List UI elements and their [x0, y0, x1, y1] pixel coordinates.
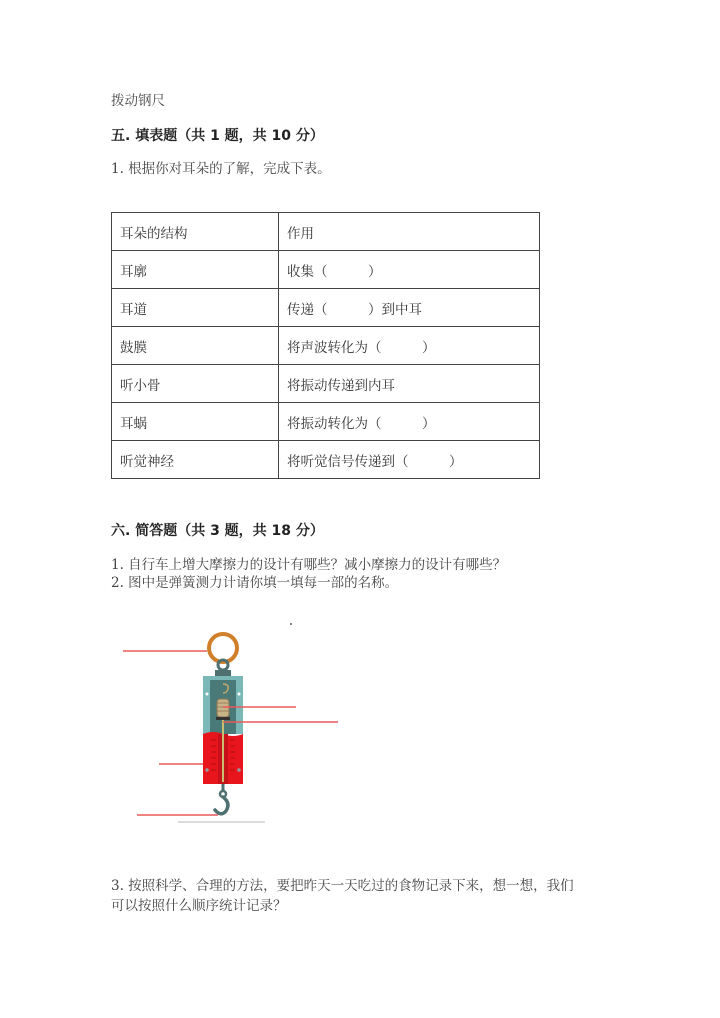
table-cell: 将声波转化为（ ） [279, 327, 540, 365]
section6-question-1: 1. 自行车上增大摩擦力的设计有哪些？减小摩擦力的设计有哪些？ [111, 557, 507, 573]
table-row [112, 403, 540, 441]
table-cell: 将听觉信号传递到（ ） [279, 441, 540, 479]
table-cell: 收集（ ） [279, 251, 540, 289]
section5-question: 1. 根据你对耳朵的了解，完成下表。 [111, 161, 331, 177]
section6-heading: 六. 简答题（共 3 题，共 18 分） [111, 523, 324, 539]
table-row [112, 365, 540, 403]
table-cell: 耳道 [112, 289, 279, 327]
table-row [112, 251, 540, 289]
table-header-cell: 作用 [279, 213, 540, 251]
section5-heading: 五. 填表题（共 1 题，共 10 分） [111, 128, 324, 144]
table-row [112, 441, 540, 479]
spring-scale-diagram [110, 610, 350, 830]
table-cell: 听小骨 [112, 365, 279, 403]
spring-scale-icon [110, 610, 350, 830]
table-cell: 耳廓 [112, 251, 279, 289]
table-cell: 听觉神经 [112, 441, 279, 479]
table-cell: 耳蜗 [112, 403, 279, 441]
table-cell: 传递（ ）到中耳 [279, 289, 540, 327]
section6-question-3-line1: 3. 按照科学、合理的方法，要把昨天一天吃过的食物记录下来，想一想，我们 [111, 878, 574, 894]
section6-question-3-line2: 可以按照什么顺序统计记录？ [111, 898, 287, 914]
table-cell: 鼓膜 [112, 327, 279, 365]
section6-question-2: 2. 图中是弹簧测力计请你填一填每一部的名称。 [111, 575, 399, 591]
ear-structure-table [111, 212, 540, 479]
table-header-row [112, 213, 540, 251]
table-row [112, 289, 540, 327]
table-header-cell: 耳朵的结构 [112, 213, 279, 251]
table-cell: 将振动转化为（ ） [279, 403, 540, 441]
table-cell: 将振动传递到内耳 [279, 365, 540, 403]
table-row [112, 327, 540, 365]
top-text: 拨动钢尺 [111, 93, 165, 109]
